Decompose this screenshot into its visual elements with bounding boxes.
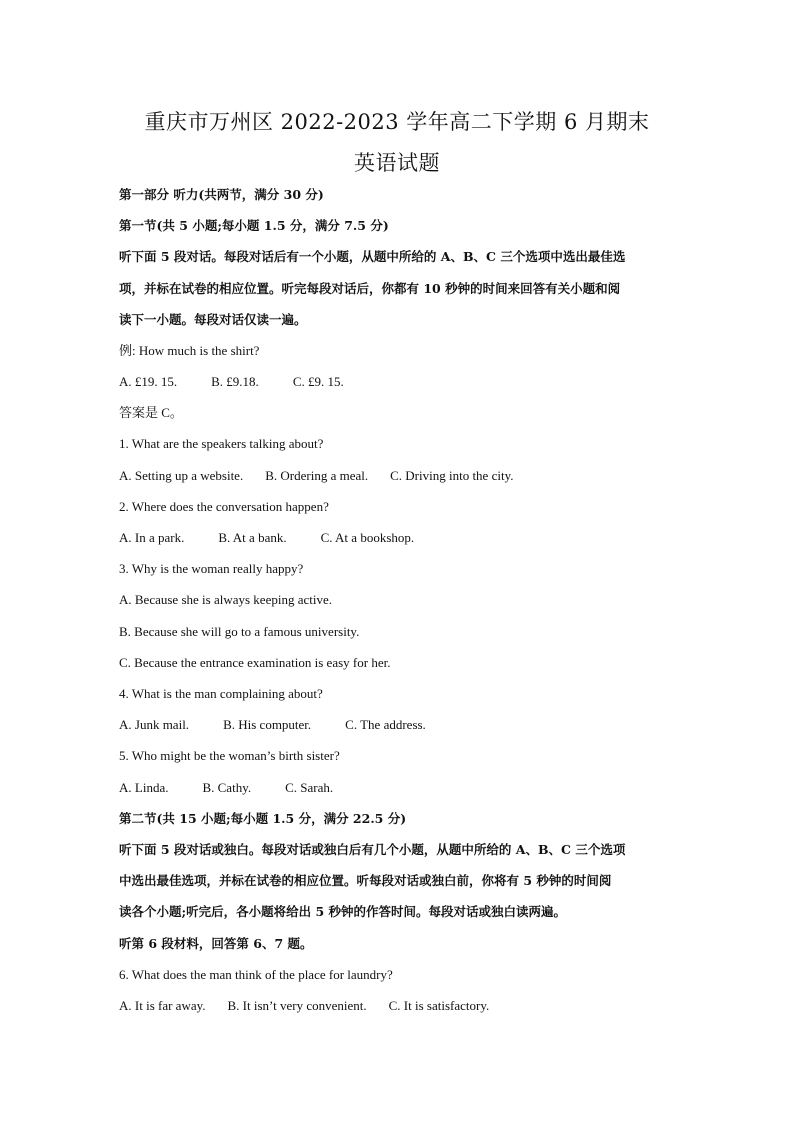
section2-heading: 第二节(共 15 小题;每小题 1.5 分，满分 22.5 分) (119, 811, 407, 826)
option-c: C. At a bookshop. (320, 530, 415, 545)
option-c: C. £9. 15. (292, 374, 344, 389)
question-4: 4. What is the man complaining about? (119, 686, 323, 701)
section2-instruction-line: 中选出最佳选项，并标在试卷的相应位置。听每段对话或独白前，你将有 5 秒钟的时间阅 (119, 873, 612, 888)
example-answer: 答案是 C。 (119, 405, 183, 420)
option-a: A. Setting up a website. (119, 468, 244, 483)
question-3: 3. Why is the woman really happy? (119, 561, 304, 576)
option-c: C. Because the entrance examination is easy for her. (119, 655, 391, 670)
option-b: B. Cathy. (202, 780, 252, 795)
option-b: B. It isn’t very convenient. (227, 998, 367, 1013)
page-subtitle: 英语试题 (354, 151, 440, 175)
section1-instruction-line: 读下一小题。每段对话仅读一遍。 (119, 312, 307, 327)
option-a: A. It is far away. (119, 998, 206, 1013)
option-b: B. At a bank. (218, 530, 287, 545)
option-c: C. Sarah. (285, 780, 334, 795)
question-2-options (119, 530, 679, 546)
question-6: 6. What does the man think of the place for laundry? (119, 967, 393, 982)
part1-heading: 第一部分 听力(共两节，满分 30 分) (119, 187, 324, 202)
page-title: 重庆市万州区 2022-2023 学年高二下学期 6 月期末 (144, 110, 650, 134)
question-5-options (119, 780, 679, 796)
question-4-options (119, 717, 679, 733)
question-1: 1. What are the speakers talking about? (119, 436, 324, 451)
section1-instruction-line: 听下面 5 段对话。每段对话后有一个小题，从题中所给的 A、B、C 三个选项中选出最佳选 (119, 249, 626, 264)
question-1-options (119, 468, 679, 484)
option-b: B. £9.18. (211, 374, 259, 389)
question-2: 2. Where does the conversation happen? (119, 499, 329, 514)
question-6-options (119, 998, 679, 1014)
option-b: B. His computer. (223, 717, 312, 732)
section2-instruction-line: 读各个小题;听完后，各小题将给出 5 秒钟的作答时间。每段对话或独白读两遍。 (119, 904, 567, 919)
option-a: A. In a park. (119, 530, 185, 545)
option-b: B. Ordering a meal. (265, 468, 369, 483)
example-options (119, 374, 679, 390)
option-c: C. Driving into the city. (390, 468, 514, 483)
option-a: A. £19. 15. (119, 374, 178, 389)
section1-heading: 第一节(共 5 小题;每小题 1.5 分，满分 7.5 分) (119, 218, 389, 233)
option-b: B. Because she will go to a famous university. (119, 624, 360, 639)
example-question: 例: How much is the shirt? (119, 343, 260, 358)
option-c: C. The address. (345, 717, 426, 732)
section1-instruction-line: 项，并标在试卷的相应位置。听完每段对话后，你都有 10 秒钟的时间来回答有关小题和阅 (119, 281, 621, 296)
material-heading: 听第 6 段材料，回答第 6、7 题。 (119, 936, 313, 951)
option-c: C. It is satisfactory. (388, 998, 490, 1013)
question-5: 5. Who might be the woman’s birth sister? (119, 748, 340, 763)
section2-instruction-line: 听下面 5 段对话或独白。每段对话或独白后有几个小题，从题中所给的 A、B、C 三个选项 (119, 842, 626, 857)
option-a: A. Junk mail. (119, 717, 190, 732)
option-a: A. Linda. (119, 780, 169, 795)
option-a: A. Because she is always keeping active. (119, 592, 332, 607)
